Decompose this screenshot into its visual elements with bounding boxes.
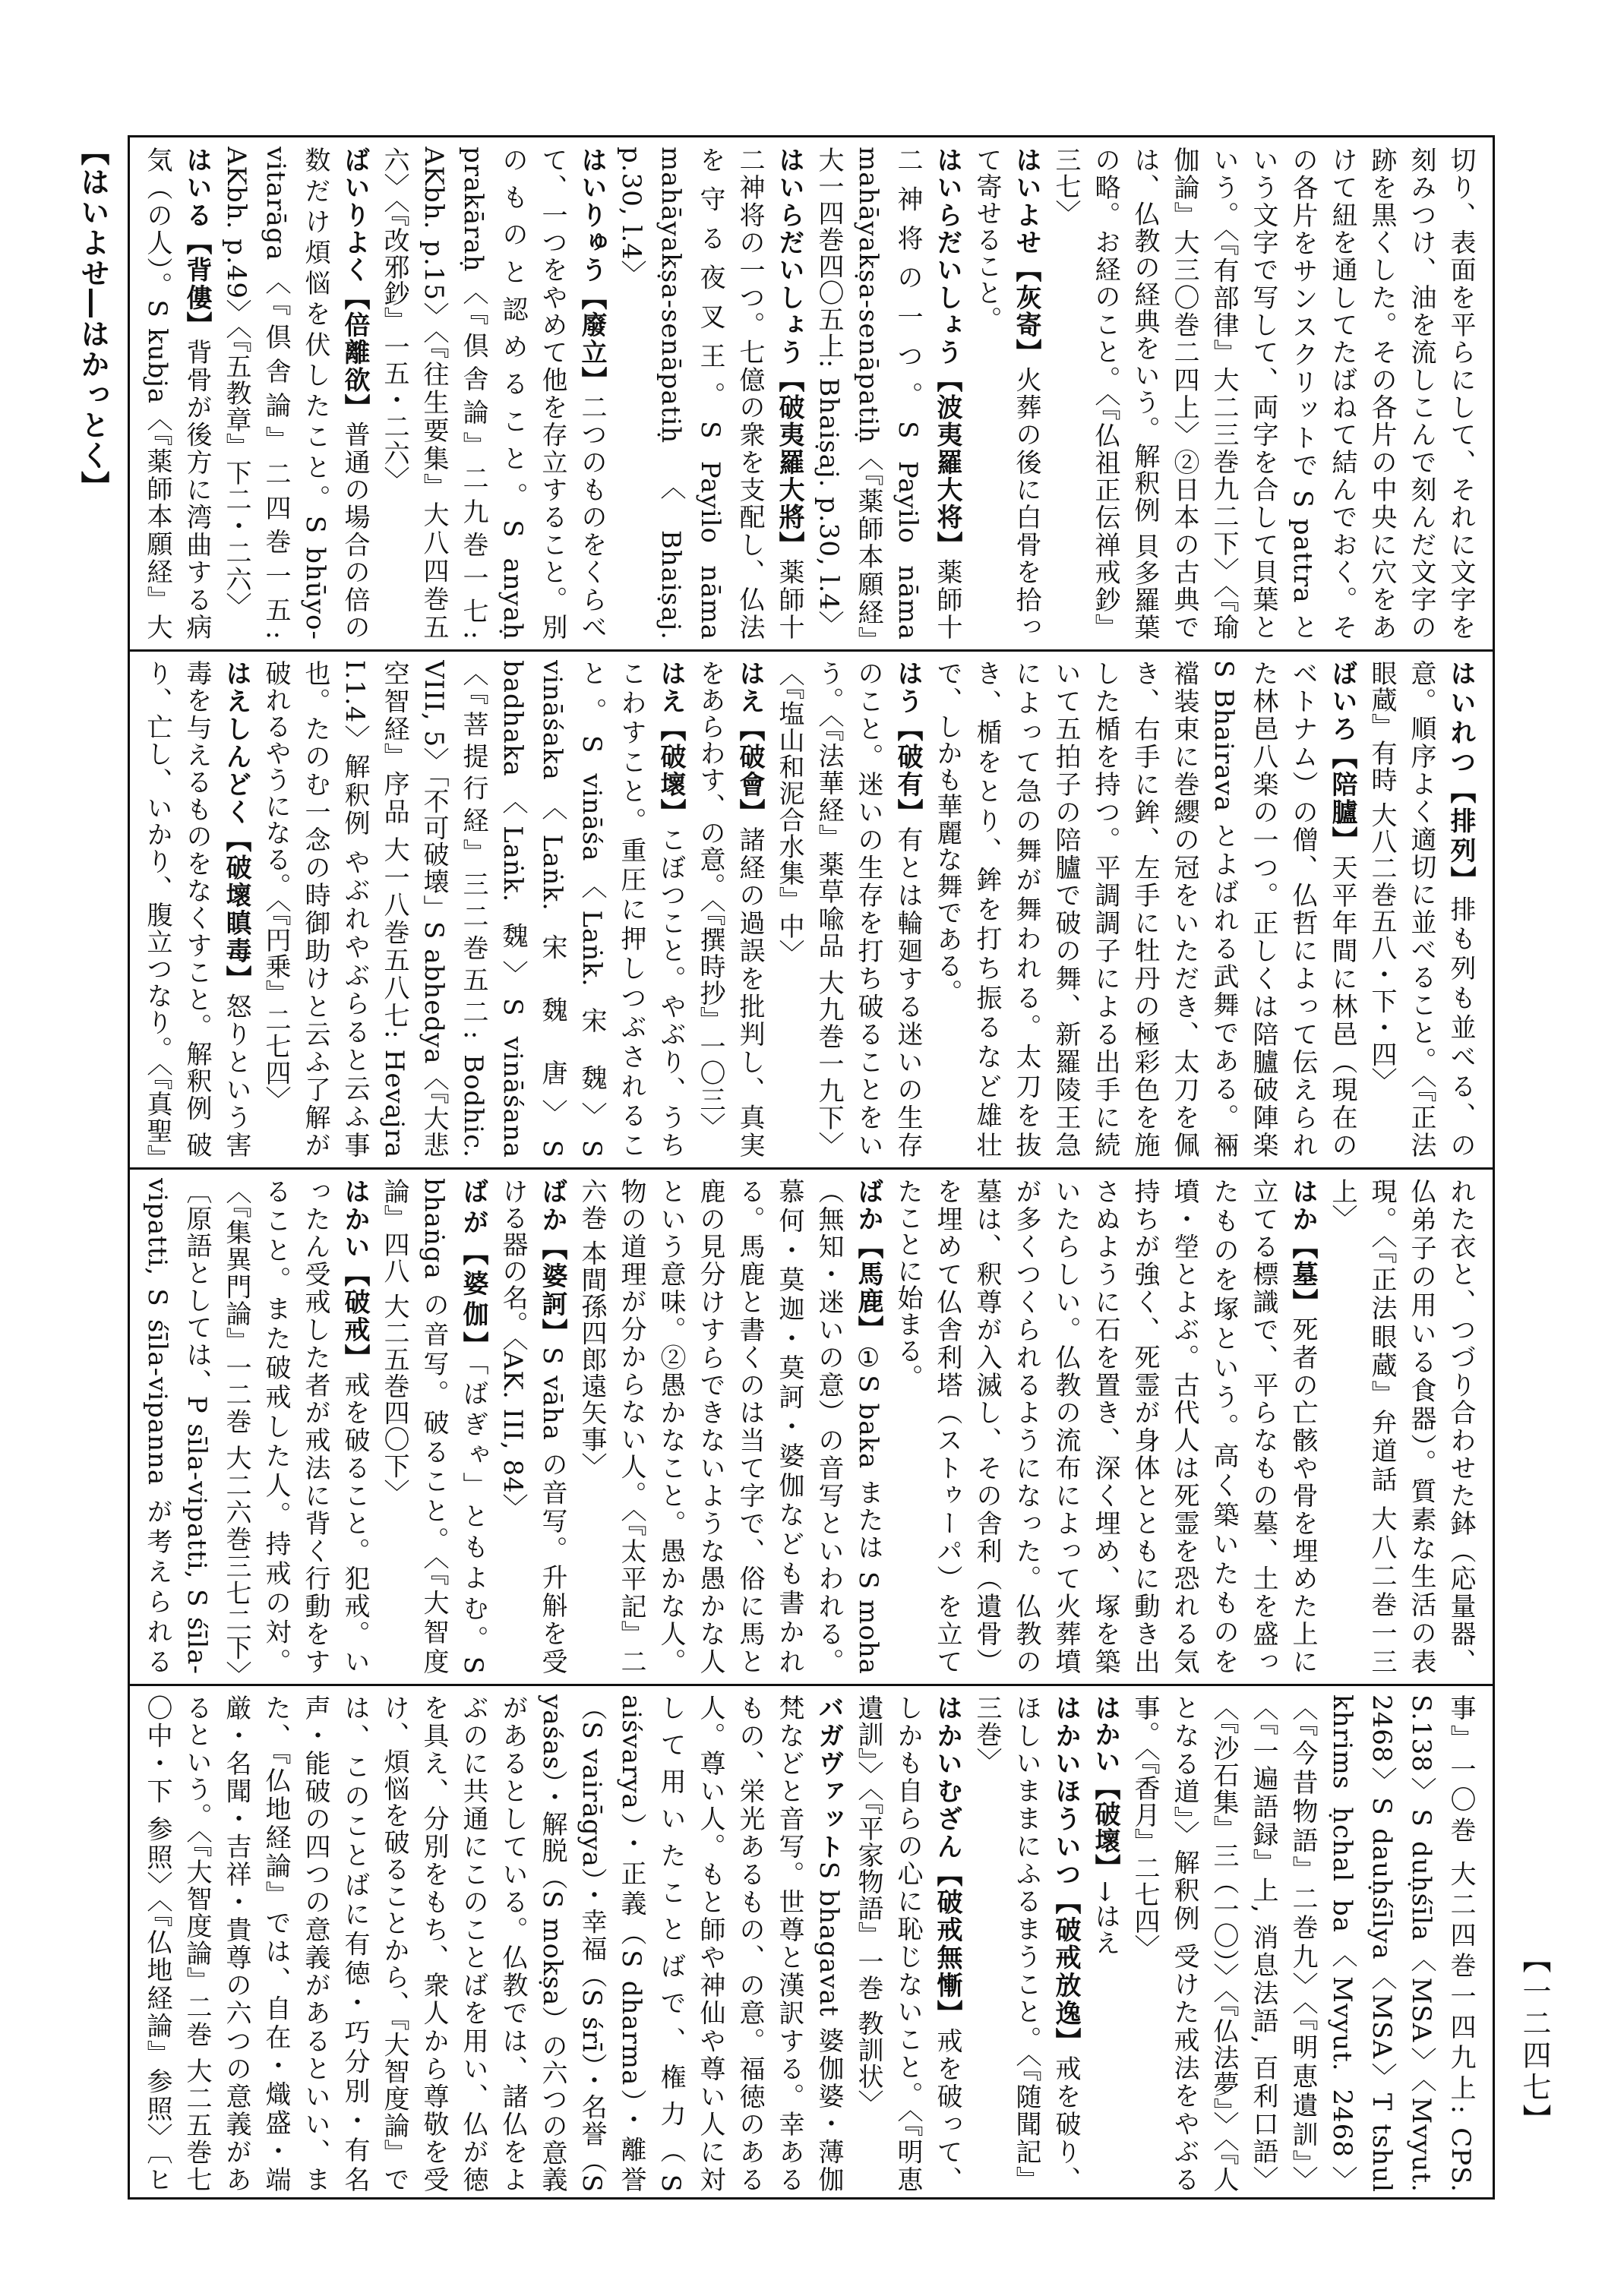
dictionary-entry [927, 660, 1362, 1158]
entry-definition: 怒りという害毒を与えるものをなくすこと。解釈例 破り、亡し、いかり、腹立つなり。〈『真聖』 [142, 660, 251, 1158]
entry-definition: 薬師十二神将の一つ。七億の衆を支配し、仏法を守る夜叉王。S Payilo nāma mahāyakṣa-senāpatiḥ〈Bhaiṣaj. p.30, l.4〉 [616, 147, 804, 640]
entry-headword: ばか [537, 1178, 567, 1235]
entry-headword: はいりゅう [577, 147, 607, 284]
entry-definition: 二つのものをくらべて、一つをやめて他を存立すること。別のものと認めること。S anyaḥ prakāraḥ〈『倶舎論』二九巻一七: AKbh. p.15〉〈『往生要集』大八四巻五六〉〈『改邪鈔』一五・二六〉 [379, 147, 607, 640]
dictionary-entry [967, 1694, 1085, 2193]
entry-headword: はえ [735, 660, 765, 716]
entry-definition: 天平年間に林邑（現在のベトナム）の僧、仏哲によって伝えられた林邑八楽の一つ。正しくは陪臚破陣楽 S Bhairava とよばれる武舞である。裲襠装束に巻纓の冠をいただき、太刀を佩き、右手に鉾、左手に牡丹の極彩色を施した楯を持つ。平調調子による出手に続いて五拍子の陪臚で破の舞、新羅陵王急によって急の舞が舞われる。太刀を抜き、楯をとり、鉾を打ち振るなど雄壮で、しかも華麗な舞である。 [932, 660, 1357, 1158]
entry-headword: はいらだいしょう [774, 147, 804, 367]
entry-definition: れた衣と、つづり合わせた鉢（応量器、仏弟子の用いる食器）。質素な生活の表現。〈『正法眼蔵』弁道話 大八二巻一三上〉 [1327, 1178, 1476, 1675]
entry-headword: はいらだいしょう [932, 147, 962, 367]
tier-3 [142, 1178, 1480, 1675]
tier-1 [142, 147, 1480, 640]
entry-kanji: 【破夷羅大將】 [774, 366, 804, 559]
dictionary-entry [142, 147, 216, 640]
entry-definition: 戒を破り、ほしいままにふるまうこと。〈『随聞記』三巻〉 [972, 1694, 1081, 2193]
text-frame [128, 135, 1495, 2200]
dictionary-entry [142, 1694, 848, 2193]
entry-definition: 火葬の後に白骨を拾って寄せること。 [972, 147, 1041, 640]
entry-definition: 戒を破ること。犯戒。いったん受戒した者が戒法に背く行動をすること。また破戒した人。持戒の対。〈『集異門論』一二巻 大二六巻三七二下〉〔原語としては、P sīla-vipatti, S śīla-vipatti, S śīla-vipanna が考えられる [142, 1178, 370, 1675]
entry-headword: はえしんどく [221, 660, 251, 827]
entry-definition: 薬師十二神将の一つ。S Payilo nāma mahāyakṣa-senāpatiḥ〈『薬師本願経』大一四巻四〇五上: Bhaiṣaj. p.30, l.4〉 [814, 147, 962, 640]
dictionary-entry [142, 660, 256, 1158]
entry-headword: はかい [1090, 1694, 1120, 1774]
entry-kanji: 【陪臚】 [1327, 743, 1357, 854]
dictionary-entry [374, 147, 611, 640]
entry-headword: はえ [656, 660, 686, 716]
entry-definition: 排も列も並べる、の意。順序よく適切に並べること。〈『正法眼蔵』有時 大八二巻五八・下・四〉 [1366, 660, 1476, 1158]
tier-divider [130, 649, 1493, 652]
entry-headword: ばいりよく [340, 147, 370, 284]
entry-definition: 背骨が後方に湾曲する病気（の人）。S kubja〈『薬師本願経』大 [142, 147, 212, 640]
dictionary-entry [256, 660, 690, 1158]
dictionary-entry [1125, 1694, 1480, 2193]
entry-definition: 事』一〇巻 大二四巻一四九上: CPS. S.138〉S duḥśīla〈MSA〉〈Mvyut. 2468〉S dauḥśīlya〈MSA〉T tshul khrims ḥchal ba〈Mvyut. 2468〉〈『今昔物語』二巻九〉〈『明恵遺訓』〉〈『一遍語録』上, 消息法語, 百利口語〉〈『沙石集』三（一〇）〉〈『仏法夢』〉〈『人となる道』〉解釈例 受けた戒法をやぶる事。〈『香月』二七四〉 [1130, 1694, 1476, 2193]
entry-definition: こぼつこと。やぶり、うちこわすこと。重圧に押しつぶされること。S vināśa〈Laṅk. 宋 魏〉S vināśaka〈Laṅk. 宋 魏 唐〉S badhaka〈Laṅk. 魏〉S vināśana〈『菩提行経』三二巻五二: Bodhic. VIII, 5〉「不可破壊」S abhedya〈『大悲空智経』序品 大一八巻五八七: Hevajra I.1.4〉解釈例 やぶれやぶらると云ふ事也。たのむ一念の時御助けと云ふ了解が破れるやうになる。〈『円乗』二七四〉 [261, 660, 686, 1158]
entry-definition: 切り、表面を平らにして、それに文字を刻みつけ、油を流しこんで刻んだ文字の跡を黒くした。その各片の中央に穴をあけて紐を通してたばねて結んでおく。その各片をサンスクリットで S pattra という文字で写して、両字を合して貝葉という。〈『有部律』大二三巻九二下〉〈『瑜伽論』大三〇巻二四上〉②日本の古典では、仏教の経典をいう。解釈例 貝多羅葉の略。お経のこと。〈『仏祖正伝禅戒鈔』三七〉 [1051, 147, 1476, 640]
entry-kanji: 【廢立】 [577, 283, 607, 394]
entry-headword: はいれつ [1445, 660, 1476, 778]
dictionary-entry [809, 147, 967, 640]
entry-kanji: 【婆伽】 [458, 1239, 488, 1363]
tier-4 [142, 1694, 1480, 2193]
dictionary-entry [374, 1178, 493, 1675]
dictionary-entry [611, 147, 809, 640]
dictionary-entry [967, 147, 1046, 640]
entry-definition: 諸経の過誤を批判し、真実をあらわす、の意。〈『撰時抄』一〇三〉 [695, 660, 765, 1158]
entry-kanji: 【破有】 [893, 715, 923, 827]
dictionary-entry [1362, 660, 1480, 1158]
entry-definition: →はえ [1090, 1881, 1120, 1956]
entry-kanji: 【波夷羅大将】 [932, 366, 962, 559]
dictionary-entry [216, 147, 374, 640]
page-number: 【一二四七】 [1518, 1944, 1551, 2136]
entry-kanji: 【破壞瞋毒】 [221, 826, 251, 993]
entry-headword: はかい [340, 1178, 370, 1262]
entry-definition: 「ばぎゃ」ともよむ。S bhaṅga の音写。破ること。〈『大智度論』四八 大二五巻四〇下〉 [379, 1178, 488, 1675]
entry-kanji: 【馬鹿】 [853, 1233, 883, 1344]
entry-kanji: 【背僂】 [182, 229, 212, 339]
entry-headword: バガヴァット [814, 1694, 844, 1862]
entry-kanji: 【破壞】 [656, 715, 686, 827]
entry-kanji: 【破壞】 [1090, 1774, 1120, 1881]
dictionary-entry [1085, 1694, 1125, 2193]
dictionary-entry [1046, 147, 1480, 640]
entry-definition: ①S baka または S moha（無知・迷いの意）の音写といわれる。慕何・莫迦・莫訶・婆伽なども書かれる。馬鹿と書くのは当て字で、俗に馬と鹿の見分けすらできないような愚かな人という意味。②愚かなこと。愚かな人。物の道理が分からない人。〈『太平記』二六巻 本間孫四郎遠矢事〉 [577, 1178, 883, 1675]
dictionary-entry [848, 1694, 967, 2193]
entry-kanji: 【破會】 [735, 715, 765, 827]
entry-kanji: 【婆訶】 [537, 1234, 567, 1347]
dictionary-entry [1322, 1178, 1480, 1675]
entry-kanji: 【墓】 [1288, 1233, 1318, 1317]
entry-kanji: 【排列】 [1445, 778, 1476, 896]
dictionary-entry [888, 1178, 1322, 1675]
entry-headword: はいる [182, 147, 212, 229]
entry-kanji: 【倍離欲】 [340, 283, 370, 422]
tier-divider [130, 1684, 1493, 1686]
dictionary-entry [572, 1178, 888, 1675]
entry-kanji: 【灰寄】 [1011, 256, 1041, 367]
entry-headword: はか [1288, 1178, 1318, 1233]
tier-2 [142, 660, 1480, 1158]
dictionary-entry [690, 660, 769, 1158]
entry-definition: S vāha の音写。升斛を受ける器の名。〈AK. III, 84〉 [498, 1178, 567, 1675]
entry-definition: S bhagavat 婆伽婆・薄伽梵などと音写。世尊と漢訳する。幸あるもの、栄光あるもの、の意。福徳のある人。尊い人。もと師や神仙や尊い人に対して用いたことばで、権力（S aiśvarya）・正義（S dharma）・離誉（S vairāgya）・幸福（S śrī）・名誉（S yaśas）・解脱（S mokṣa）の六つの意義があるとしている。仏教では、諸仏をよぶのに共通にこのことばを用い、仏が徳を具え、分別をもち、衆人から尊敬を受け、煩悩を破ることから、『大智度論』では、このことばに有徳・巧分別・有名声・能破の四つの意義があるといい、また、『仏地経論』では、自在・熾盛・端厳・名聞・吉祥・貴尊の六つの意義があるという。〈『大智度論』二巻 大二五巻七〇中・下 参照〉〈『仏地経論』参照〉〔ヒ [142, 1694, 844, 2193]
entry-headword: はかいほういつ [1051, 1694, 1081, 1889]
entry-definition: 死者の亡骸や骨を埋めた上に立てる標識で、平らなもの墓、土を盛ったものを塚という。高く築いたものを墳・塋とよぶ。古代人は死霊を恐れる気持ちが強く、死霊が身体とともに動き出さぬように石を置き、深く埋め、塚を築いたらしい。仏教の流布によって火葬墳が多くつくられるようになった。仏教の墓は、釈尊が入滅し、その舎利（遺骨）を埋めて仏舎利塔（ストゥーパ）を立てたことに始まる。 [893, 1178, 1318, 1675]
dictionary-entry [493, 1178, 572, 1675]
entry-kanji: 【破戒】 [340, 1261, 370, 1372]
entry-definition: 普通の場合の倍の数だけ煩悩を伏したこと。S bhūyo-vitarāga〈『倶舎論』二四巻一五: AKbh. p.49〉〈『五教章』下二・二六〉 [221, 147, 370, 640]
dictionary-entry [142, 1178, 374, 1675]
running-head: 【はいよせ―はかっとく】 [76, 137, 109, 501]
dictionary-entry [769, 660, 927, 1158]
entry-definition: 有とは輪廻する迷いの生存のこと。迷いの生存を打ち破ることをいう。〈『法華経』薬草喩品 大九巻一九下〉〈『塩山和泥合水集』中〉 [774, 660, 923, 1158]
entry-headword: はう [893, 660, 923, 716]
entry-definition: 戒を破って、しかも自らの心に恥じないこと。〈『明恵遺訓』〉〈『平家物語』一巻 教訓状〉 [853, 1694, 962, 2193]
entry-headword: はいよせ [1011, 147, 1041, 257]
entry-headword: はかいむざん [932, 1694, 962, 1862]
entry-kanji: 【破戒放逸】 [1051, 1888, 1081, 2055]
entry-kanji: 【破戒無慚】 [932, 1861, 962, 2028]
entry-headword: ばいろ [1327, 660, 1357, 744]
tier-divider [130, 1167, 1493, 1170]
entry-headword: ばが [458, 1178, 488, 1240]
entry-headword: ばか [853, 1178, 883, 1233]
